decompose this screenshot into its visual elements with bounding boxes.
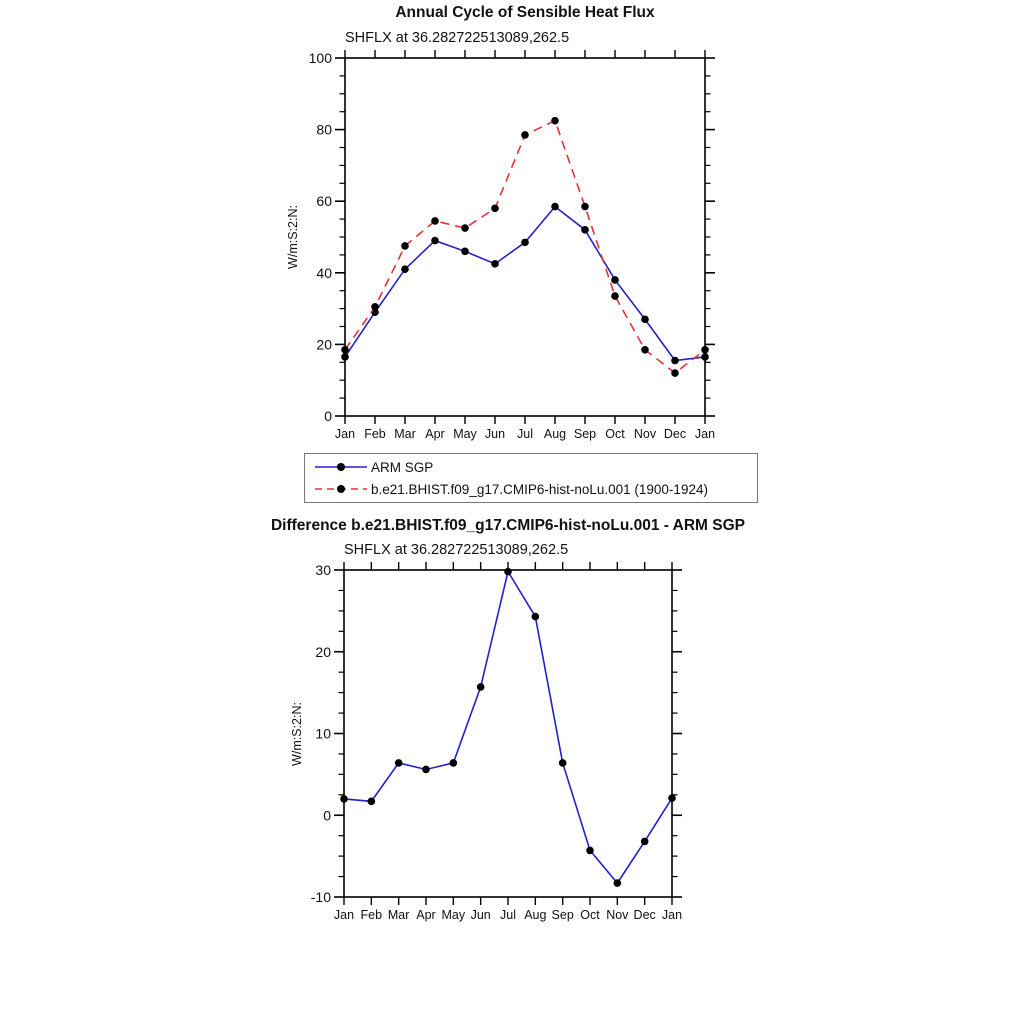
legend-item-arm-sgp xyxy=(313,456,757,478)
svg-text:Jan: Jan xyxy=(661,908,683,922)
svg-text:Dec: Dec xyxy=(633,908,656,922)
legend-label-arm-sgp: ARM SGP xyxy=(371,459,434,475)
svg-text:20: 20 xyxy=(315,643,331,660)
svg-text:Oct: Oct xyxy=(605,427,625,441)
svg-text:Dec: Dec xyxy=(663,427,687,441)
svg-text:60: 60 xyxy=(316,193,332,210)
svg-text:Mar: Mar xyxy=(394,427,416,441)
top-chart-subtitle: SHFLX at 36.282722513089,262.5 xyxy=(345,30,570,46)
top-chart-title: Annual Cycle of Sensible Heat Flux xyxy=(395,4,655,21)
svg-text:Jun: Jun xyxy=(484,427,506,441)
top-chart-y-axis-label: W/m:S:2:N: xyxy=(286,205,300,269)
svg-text:May: May xyxy=(441,908,466,922)
svg-text:Oct: Oct xyxy=(580,908,600,922)
svg-text:20: 20 xyxy=(316,336,332,353)
svg-text:Feb: Feb xyxy=(360,908,383,922)
svg-text:30: 30 xyxy=(315,562,331,578)
svg-text:Jan: Jan xyxy=(694,427,716,441)
svg-text:0: 0 xyxy=(323,807,331,824)
svg-text:Feb: Feb xyxy=(364,427,386,441)
svg-text:0: 0 xyxy=(324,408,332,424)
svg-text:Jan: Jan xyxy=(333,908,355,922)
svg-text:80: 80 xyxy=(316,121,332,138)
legend-solid-line-sample-icon xyxy=(313,460,369,474)
svg-text:Mar: Mar xyxy=(387,908,410,922)
svg-text:40: 40 xyxy=(316,264,332,281)
svg-text:Sep: Sep xyxy=(551,908,574,922)
legend-item-model xyxy=(313,478,757,500)
difference-chart-y-axis-label: W/m:S:2:N: xyxy=(290,702,304,766)
svg-text:Nov: Nov xyxy=(606,908,629,922)
legend-label-model: b.e21.BHIST.f09_g17.CMIP6-hist-noLu.001 (1900-1924) xyxy=(371,481,708,497)
svg-text:Jun: Jun xyxy=(470,908,491,922)
svg-text:10: 10 xyxy=(315,725,331,742)
svg-text:Apr: Apr xyxy=(425,427,445,441)
svg-text:Jul: Jul xyxy=(517,427,533,441)
svg-text:-10: -10 xyxy=(310,889,331,905)
svg-text:Jan: Jan xyxy=(334,427,356,441)
difference-chart-subtitle: SHFLX at 36.282722513089,262.5 xyxy=(344,542,569,558)
legend xyxy=(304,453,758,503)
svg-text:Jul: Jul xyxy=(500,908,516,922)
svg-text:Apr: Apr xyxy=(416,908,436,922)
svg-text:May: May xyxy=(453,427,477,441)
difference-chart-title: Difference b.e21.BHIST.f09_g17.CMIP6-hist-noLu.001 - ARM SGP xyxy=(270,517,745,534)
legend-dashed-line-sample-icon xyxy=(313,482,369,496)
svg-text:Sep: Sep xyxy=(573,427,597,441)
svg-text:Nov: Nov xyxy=(633,427,657,441)
svg-text:Aug: Aug xyxy=(524,908,547,922)
svg-text:Aug: Aug xyxy=(543,427,567,441)
svg-text:100: 100 xyxy=(308,50,332,66)
